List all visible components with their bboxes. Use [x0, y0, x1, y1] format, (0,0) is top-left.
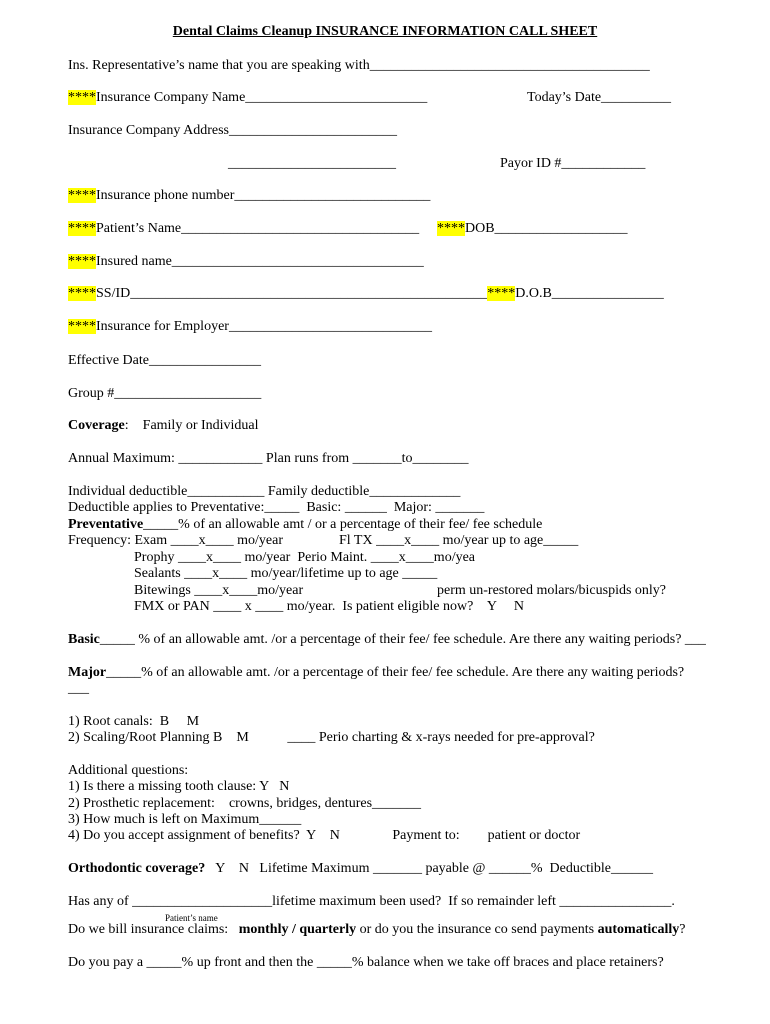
- has-any-field[interactable]: Has any of ____________________lifetime maximum been used? If so remainder left ________________.: [68, 894, 675, 909]
- basic-text[interactable]: _____ % of an allowable amt. /or a percentage of their fee/ fee schedule. Are there any waiting periods? ___: [99, 632, 706, 647]
- dob2-field[interactable]: D.O.B________________: [515, 286, 664, 301]
- dob-row[interactable]: [437, 221, 628, 237]
- coverage-label: Coverage: [68, 418, 125, 433]
- required-marker: ****: [68, 221, 96, 236]
- payor-id-field[interactable]: Payor ID #____________: [500, 156, 646, 171]
- insured-name-field[interactable]: Insured name____________________________________: [96, 254, 424, 269]
- major-label: Major: [68, 665, 107, 680]
- ssid-row[interactable]: [68, 286, 664, 302]
- phone-row[interactable]: [68, 188, 430, 204]
- preventative-text[interactable]: _____% of an allowable amt / or a percentage of their fee/ fee schedule: [143, 517, 543, 532]
- major-row[interactable]: [68, 665, 684, 681]
- bill-pre: Do we bill insurance claims:: [68, 922, 239, 937]
- coverage-value: : Family or Individual: [124, 418, 259, 433]
- bill-mid: or do you the insurance co send payments: [356, 922, 598, 937]
- ortho-text[interactable]: Y N Lifetime Maximum _______ payable @ ______% Deductible______: [205, 861, 653, 876]
- bill-auto[interactable]: automatically: [597, 922, 680, 937]
- procedures-line1[interactable]: 1) Root canals: B M: [68, 714, 200, 729]
- deductible-line1[interactable]: Individual deductible___________ Family deductible_____________: [68, 484, 461, 499]
- company-name-field[interactable]: Insurance Company Name__________________________: [96, 90, 428, 105]
- required-marker: ****: [68, 319, 96, 334]
- procedures-line2[interactable]: 2) Scaling/Root Planning B M ____ Perio charting & x-rays needed for pre-approval?: [68, 730, 595, 745]
- required-marker: ****: [68, 254, 96, 269]
- employer-field[interactable]: Insurance for Employer_____________________________: [96, 319, 432, 334]
- additional-q4[interactable]: 4) Do you accept assignment of benefits? Y N Payment to: patient or doctor: [68, 828, 581, 843]
- pay-upfront-field[interactable]: Do you pay a _____% up front and then the _____% balance when we take off braces and place retainers?: [68, 955, 664, 970]
- frequency-line3[interactable]: Sealants ____x____ mo/year/lifetime up to age _____: [134, 566, 438, 581]
- deductible-line2[interactable]: Deductible applies to Preventative:_____ Basic: ______ Major: _______: [68, 500, 485, 515]
- rep-name-field[interactable]: Ins. Representative’s name that you are speaking with________________________________________: [68, 58, 650, 73]
- frequency-line4[interactable]: Bitewings ____x____mo/year: [134, 583, 304, 598]
- frequency-line1[interactable]: Frequency: Exam ____x____ mo/year Fl TX ____x____ mo/year up to age_____: [68, 533, 579, 548]
- basic-label: Basic: [68, 632, 100, 647]
- company-name-row[interactable]: [68, 90, 427, 106]
- additional-q1[interactable]: 1) Is there a missing tooth clause: Y N: [68, 779, 290, 794]
- page-title: Dental Claims Cleanup INSURANCE INFORMATION CALL SHEET: [172, 24, 598, 39]
- major-continuation[interactable]: ___: [68, 681, 89, 696]
- required-marker: ****: [487, 286, 516, 301]
- company-address-field[interactable]: Insurance Company Address________________________: [68, 123, 397, 138]
- insured-name-row[interactable]: [68, 254, 424, 270]
- major-text[interactable]: _____% of an allowable amt. /or a percentage of their fee/ fee schedule. Are there any waiting periods?: [106, 665, 685, 680]
- basic-row[interactable]: [68, 632, 706, 648]
- coverage-row: [68, 418, 259, 434]
- additional-heading: Additional questions:: [68, 763, 189, 778]
- patient-name-caption: Patient’s name: [165, 913, 218, 923]
- ssid-field[interactable]: SS/ID___________________________________________________: [96, 286, 488, 301]
- todays-date-field[interactable]: Today’s Date__________: [527, 90, 672, 105]
- annual-max-field[interactable]: Annual Maximum: ____________ Plan runs from _______to________: [68, 451, 469, 466]
- employer-row[interactable]: [68, 319, 432, 335]
- dob-field[interactable]: DOB___________________: [465, 221, 628, 236]
- group-field[interactable]: Group #_____________________: [68, 386, 262, 401]
- required-marker: ****: [68, 90, 96, 105]
- required-marker: ****: [68, 286, 96, 301]
- additional-q2[interactable]: 2) Prosthetic replacement: crowns, bridges, dentures_______: [68, 796, 422, 811]
- patient-name-row[interactable]: [68, 221, 419, 237]
- preventative-row[interactable]: [68, 517, 542, 533]
- frequency-line2[interactable]: Prophy ____x____ mo/year Perio Maint. ____x____mo/yea: [134, 550, 476, 565]
- preventative-label: Preventative: [68, 517, 144, 532]
- patient-name-field[interactable]: Patient’s Name__________________________________: [96, 221, 420, 236]
- ortho-row[interactable]: [68, 861, 653, 877]
- frequency-line5[interactable]: FMX or PAN ____ x ____ mo/year. Is patient eligible now? Y N: [134, 599, 525, 614]
- bill-row[interactable]: [68, 922, 685, 938]
- additional-q3[interactable]: 3) How much is left on Maximum______: [68, 812, 302, 827]
- ortho-label: Orthodontic coverage?: [68, 861, 206, 876]
- phone-field[interactable]: Insurance phone number____________________________: [96, 188, 431, 203]
- bill-end: ?: [679, 922, 686, 937]
- effective-date-field[interactable]: Effective Date________________: [68, 353, 261, 368]
- bill-option[interactable]: monthly / quarterly: [238, 922, 357, 937]
- required-marker: ****: [68, 188, 96, 203]
- frequency-line4-note: perm un-restored molars/bicuspids only?: [437, 583, 667, 598]
- address-line2-field[interactable]: ________________________: [228, 156, 396, 171]
- required-marker: ****: [437, 221, 465, 236]
